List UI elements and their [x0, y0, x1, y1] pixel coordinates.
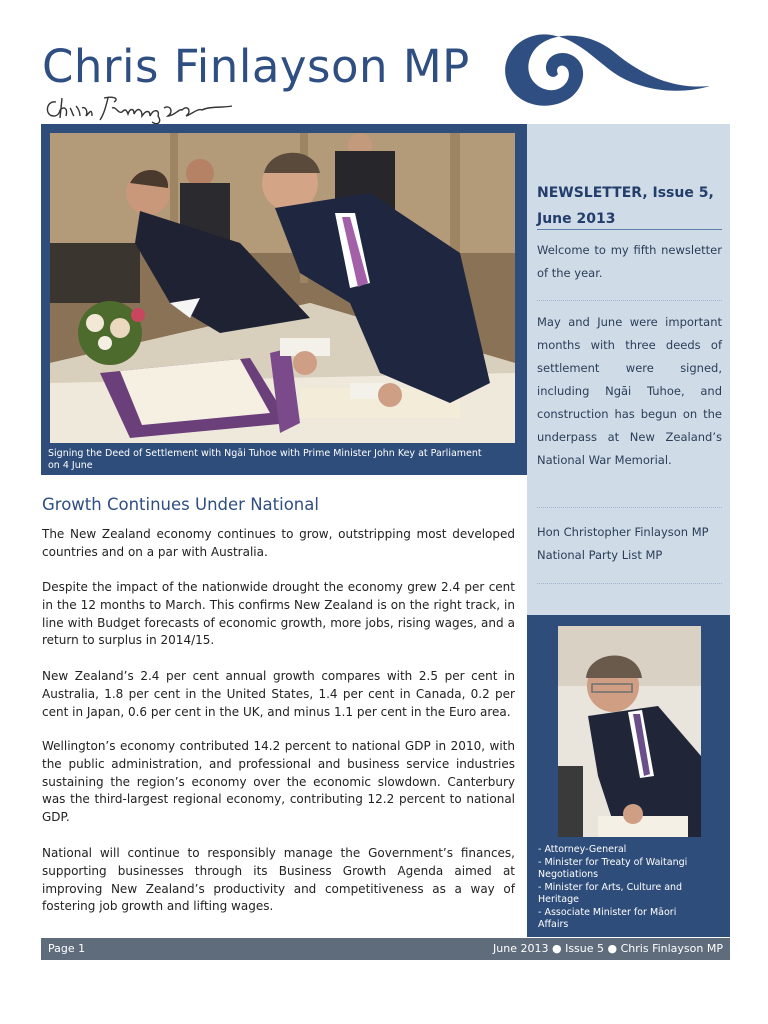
article-heading: Growth Continues Under National	[42, 495, 319, 514]
role-item: - Associate Minister for Māori Affairs	[538, 906, 677, 930]
photo-caption: Signing the Deed of Settlement with Ngāi Tuhoe with Prime Minister John Key at Parliament on 4 June	[48, 448, 482, 471]
article-paragraph: Wellington’s economy contributed 14.2 percent to national GDP in 2010, with the public administration, and professional and business service industries sustaining the region’s economy over the economic slowdown. Canterbury was the third-largest regional economy, contributing 12.2 percent to national GDP.	[42, 739, 515, 825]
deed-signing-photo	[50, 133, 515, 443]
sidebar-divider	[537, 300, 722, 301]
article-paragraph: Despite the impact of the nationwide drought the economy grew 2.4 per cent in the 12 months to March. This confirms New Zealand is on the right track, in line with Budget forecasts of economic growth, more jobs, rising wages, and a return to surplus in 2014/15.	[42, 580, 515, 648]
minister-signing-photo	[558, 626, 701, 837]
page-footer	[41, 938, 730, 960]
page-number: Page 1	[48, 942, 86, 955]
role-item: - Attorney-General	[538, 844, 627, 855]
article-paragraph: New Zealand’s 2.4 per cent annual growth compares with 2.5 per cent in Australia, 1.8 per cent in the United States, 1.4 per cent in Canada, 0.2 per cent in Japan, 0.6 per cent in the UK, and minus 1.1 per cent in the Euro area.	[42, 669, 515, 719]
signature	[42, 92, 242, 126]
signoff-name: Hon Christopher Finlayson MP	[537, 525, 709, 539]
article-paragraph: The New Zealand economy continues to grow, outstripping most developed countries and on a par with Australia.	[42, 527, 515, 559]
signoff-role: National Party List MP	[537, 548, 663, 562]
article-paragraph: National will continue to responsibly manage the Government’s finances, supporting businesses through its Business Growth Agenda aimed at improving New Zealand’s productivity and competitiveness as a way of fostering job growth and lifting wages.	[42, 846, 515, 914]
newsletter-title: Chris Finlayson MP	[42, 40, 470, 93]
sidebar-divider	[537, 229, 722, 230]
role-item: - Minister for Treaty of Waitangi Negotiations	[538, 856, 688, 880]
welcome-text: Welcome to my fifth newsletter of the year.	[537, 243, 722, 280]
issue-info: June 2013 ● Issue 5 ● Chris Finlayson MP	[493, 942, 723, 955]
minister-roles-list	[538, 844, 708, 932]
sidebar-divider	[537, 583, 722, 584]
role-item: - Minister for Arts, Culture and Heritage	[538, 881, 683, 905]
sidebar-divider	[537, 507, 722, 508]
wave-logo-icon	[498, 14, 713, 114]
update-text: May and June were important months with three deeds of settlement were signed, including Ngāi Tuhoe, and construction has begun on the underpass at New Zealand’s National War Memorial.	[537, 315, 722, 467]
newsletter-issue-heading: NEWSLETTER, Issue 5, June 2013	[537, 185, 714, 227]
